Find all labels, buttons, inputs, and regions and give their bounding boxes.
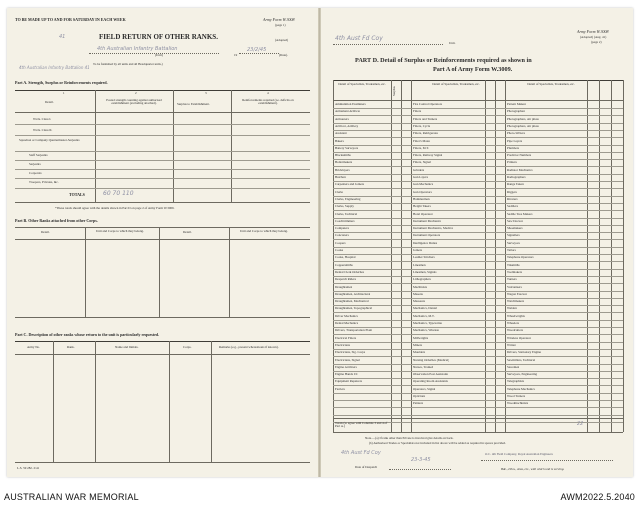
specialist-row: Opticians xyxy=(413,395,426,398)
specialist-row: Farriers xyxy=(335,387,345,391)
specialist-row: Riveters xyxy=(507,197,518,201)
specialist-row: Operating Room Assistants xyxy=(413,380,448,384)
specialist-row: Photographers, Air photo xyxy=(507,124,540,128)
specialist-row: Drivers, Stationary Engine xyxy=(507,351,542,355)
specialist-row: Engine Hands I/C xyxy=(335,373,358,377)
form-page-right: (page 2) xyxy=(591,40,602,44)
part-d-subtitle: Part A of Army Form W.3009. xyxy=(433,66,513,73)
left-page: TO BE MADE UP TO AND FOR SATURDAY IN EACH WEEK Army Form W.3008 (page 1) (Adopted) 41 FIELD RETURN OF OTHER RANKS. 4th Australian Infantry Battalion (Unit) 19 (Date). 23/2/45 To be furnished by all units and all Headquarter units.) 4th Australian Infantry Battalion 41 Part A. Strength, Surplus or Reinforcements required. 1 2 3 4 Detail. Posted strength counting against authorised establishment (excluding attached). Surplus to Establishment. Reinforcements required (i.e. deficits on establishment). W.Os. Class I. W.Os. Class II. Squadron or Company Quartermaster-Serjeants Staff Serjeants Serjeants Corporals Troopers, Privates, &c. TOTALS 60 70 110 *These totals should agree with the details shown in Part D on page 2 of Army Form W.3009. Part B. Other Ranks attached from other Corps. Detail. Unit and Corps to which they belong. Detail. Unit and Corps to which they belong. Part C. Description of other ranks whose return to the unit is particularly requested. Army No. Rank. Name and Initials. Corps. Remarks (e.g., present whereabouts if known). L.S. 59 282. 2/41 xyxy=(7,8,318,477)
specialist-row: Woodcutters xyxy=(507,329,524,333)
specialist-row: Fitters and Turners xyxy=(413,117,438,121)
specialist-row: Photographers, Air photo xyxy=(507,117,540,121)
specialist-row: Saddlers xyxy=(507,205,518,209)
specialist-row: Assistant xyxy=(335,132,347,136)
specialist-row: Fitters xyxy=(413,110,422,114)
date-of-despatch: Date of Despatch xyxy=(355,465,378,469)
specialist-row: Masseurs xyxy=(413,300,426,304)
adopted-note: (Adopted) xyxy=(275,38,289,42)
specialist-row: Wheelwrights xyxy=(507,314,525,318)
specialist-row: Pattern Makers xyxy=(507,103,527,106)
note-b: (b) Authorised Trades or Specialists not included in list above will be added as required in spaces provided. xyxy=(369,441,506,445)
specialist-row: Engine Artificers xyxy=(335,365,357,369)
specialist-row: Saw Doctors xyxy=(507,219,524,223)
specialist-row: Butchers xyxy=(335,176,347,179)
specialist-row: Tinsmiths xyxy=(507,263,520,267)
specialist-row: Electricians, Signal xyxy=(335,358,360,362)
specialist-row: Mechanics, Typewriter xyxy=(413,322,443,325)
specialist-row: Millwrights xyxy=(413,336,429,340)
specialist-row: Hammermen xyxy=(413,197,430,201)
specialist-row: Draughtsmen, Architectural xyxy=(335,292,371,296)
specialist-row: Fitters, Cycle xyxy=(413,124,431,128)
specialist-row: Concreters xyxy=(335,234,349,238)
specialist-row: Lithographers xyxy=(413,278,431,282)
specialist-row: Bricklayers xyxy=(335,168,350,172)
specialist-row: Clerks, Technical xyxy=(335,212,358,216)
unit-label-right: Unit. xyxy=(449,41,456,45)
specialist-row: Fitter's Mates xyxy=(413,139,431,143)
specialist-row: Wireless Operators xyxy=(507,336,532,340)
specialist-row: Plumbers xyxy=(507,146,520,150)
form-id-right: Army Form W.3008 xyxy=(577,29,609,34)
specialist-row: Clerks, Engineering xyxy=(335,197,361,201)
specialist-row: Draughtsmen, Mechanical xyxy=(335,300,369,304)
specialist-row: Fitters, M.T. xyxy=(413,146,429,150)
right-page: 4th Aust Fd Coy Unit. Army Form W.3008 (Adopted) (Aug. 41) (page 2) PART D. Detail of Surplus or Reinforcements required as shown in Part A of Army Form W.3009. Detail of Specialists, Tradesmen, etc. Detail of Specialists, Tradesmen, etc. Detail of Specialists, Tradesmen, etc. Surplus Ammunition Examiners Armament Artificer Armourers Artificer, Artillery Assistant Bakers Battery Surveyors Blacksmiths Boilermakers Bricklayers Butchers Carpenters and Joiners Clerks Clerks, Engineering Clerks, Supply Clerks, Technical Coachtrimmers Computers Concreters Coopers Cooks Cooks, Hospital Coppersmiths Dental Clerk Orderlies Despatch Riders Draughtsmen Draughtsmen, Architectural Draughtsmen, Mechanical Draughtsmen, Topographical Driver Mechanics Dental Mechanics Drivers, Transportation Plant Electrical Fitters Electricians Electricians, Sig. Corps Electricians, Signal Engine Artificers Engine Hands I/C Equipment Repairers Farriers Fire Control Operators Fitters Fitters and Turners Fitters, Cycle Fitters, Refrigerator Fitter's Mates Fitters, M.T. Fitters, Railway Signal Fitters, Signal Grinders Gun Layers Gun Mechanics Gun Operators Hammermen Height Takers Hotel Operators Instrument Mechanics Instrument Mechanics, Medical Instrument Operators Intelligence Duties Joiners Leather Stitchers Linesmen Linesmen, Signals Lithographers Machinists Masons Masseurs Mechanics, Dental Mechanics, M.T. Mechanics, Typewriter Mechanics, Wireless Millwrights Miners Moulders Nursing Orderlies (Medical) Nurses, Trained Observation Post Assistants Operating Room Assistants Operators, Signal Opticians Painters Pattern Makers Photographers Photographers, Air photo Photographers, Air photo Photo-Writers Pipe Layers Plumbers Predictor Numbers Printers Radiator Mechanics Radiographers Range Takers Riggers Riveters Saddlers Saddle Tree Makers Saw Doctors Shoemakers Signallers Surveyors Tailors Telephone Operators Tinsmiths Toolmakers Turners Vulcanisers Wagon Erectors Watchmakers Welders Wheelwrights Wheelers Woodcutters Wireless Operators Writers Drivers, Stationary Engine Sawmillers, Technical Storemen Surveyors, Engineering Telegraphists Telephone Mechanics Wood Turners Woodmachinists Totals (to agree with Columns 3 and 4 of Part A.) 22 Note.—(a) If rank other than Private is involved give details on back. (b) Authorised Trades or Specialists not included in list above will be added as required in spaces provided. 4th Aust Fd Coy 23-3-45 Date of Despatch O.C. 4th Field Company, Royal Australian Engineers Bde., Divn., Area, etc., with which unit is serving. xyxy=(321,8,633,477)
specialist-row: Shoemakers xyxy=(507,227,523,231)
specialist-row: Watchmakers xyxy=(507,300,525,304)
specialist-row: Telegraphists xyxy=(507,380,524,384)
specialist-row: Joiners xyxy=(413,249,423,252)
handwritten-totals: 60 70 110 xyxy=(103,190,134,197)
specialist-row: Turners xyxy=(507,278,517,282)
handwritten-marks: 41 xyxy=(59,34,66,40)
specialist-row: Instrument Mechanics, Medical xyxy=(413,227,454,231)
part-a-heading: Part A. Strength, Surplus or Reinforcements required. xyxy=(15,80,108,85)
totals-note-right: Totals (to agree with Columns 3 and 4 of Part A.) xyxy=(335,421,388,429)
handwritten-date: 23/2/45 xyxy=(247,47,267,53)
top-note: TO BE MADE UP TO AND FOR SATURDAY IN EACH WEEK xyxy=(15,17,126,22)
specialist-row: Radiographers xyxy=(507,176,526,179)
specialist-row: Intelligence Duties xyxy=(413,241,438,245)
specialist-row: Gun Layers xyxy=(413,176,428,179)
specialist-row: Predictor Numbers xyxy=(507,154,532,158)
handwritten-side: 4th Australian Infantry Battalion 41 xyxy=(19,65,90,70)
specialist-row: Surveyors xyxy=(507,241,520,245)
specialist-row: Gun Operators xyxy=(413,190,432,194)
specialist-row: Dental Mechanics xyxy=(335,322,359,325)
specialist-row: Riggers xyxy=(507,190,517,194)
handwritten-total-right: 22 xyxy=(577,421,584,427)
specialist-row: Storemen xyxy=(507,365,520,369)
specialist-row: Fitters, Railway Signal xyxy=(413,154,443,158)
caption-left: AUSTRALIAN WAR MEMORIAL xyxy=(4,492,139,502)
specialist-row: Operators, Signal xyxy=(413,387,436,391)
specialist-row: Mechanics, Dental xyxy=(413,307,437,311)
specialist-row: Gun Mechanics xyxy=(413,183,434,187)
handwritten-unit: 4th Australian Infantry Battalion xyxy=(97,46,178,52)
specialist-row: Tailors xyxy=(507,249,516,252)
specialist-row: Observation Post Assistants xyxy=(413,373,449,377)
specialist-row: Fire Control Operators xyxy=(413,103,443,106)
specialist-row: Blacksmiths xyxy=(335,154,351,158)
specialist-row: Drivers, Transportation Plant xyxy=(335,329,373,333)
specialist-row: Instrument Operators xyxy=(413,234,441,238)
specialist-row: Fitters, Signal xyxy=(413,161,431,165)
specialist-row: Ammunition Examiners xyxy=(335,103,366,106)
part-d-title: PART D. Detail of Surplus or Reinforcements required as shown in xyxy=(355,57,532,64)
year-prefix: 19 xyxy=(234,53,238,57)
part-b-heading: Part B. Other Ranks attached from other Corps. xyxy=(15,218,98,223)
specialist-row: Vulcanisers xyxy=(507,285,522,289)
specialist-row: Signallers xyxy=(507,234,520,238)
specialist-row: Miners xyxy=(413,343,423,347)
specialist-row: Leather Stitchers xyxy=(413,256,435,260)
specialist-row: Wood Turners xyxy=(507,395,526,398)
col-posted: Posted strength counting against authorised establishment (excluding attached). xyxy=(106,98,162,106)
specialist-row: Surveyors, Engineering xyxy=(507,373,538,377)
specialist-row: Painters xyxy=(413,402,424,406)
totals-label: TOTALS xyxy=(69,192,85,197)
specialist-row: Hotel Operators xyxy=(413,212,434,216)
specialist-row: Fitters, Refrigerator xyxy=(413,132,439,136)
form-page: (page 1) xyxy=(275,23,286,27)
col-reinforcements: Reinforcements required (i.e. deficits on establishment). xyxy=(242,98,294,106)
specialist-row: Telephone Mechanics xyxy=(507,387,535,391)
specialist-row: Mechanics, Wireless xyxy=(413,329,440,333)
specialist-row: Welders xyxy=(507,307,518,311)
specialist-row: Electricians, Sig. Corps xyxy=(335,351,366,355)
specialist-row: Mechanics, M.T. xyxy=(413,314,435,318)
specialist-row: Writers xyxy=(507,343,517,347)
specialist-row: Computers xyxy=(335,227,349,231)
form-id: Army Form W.3008 xyxy=(263,17,295,22)
specialist-row: Pipe Layers xyxy=(507,139,523,143)
specialist-row: Armourers xyxy=(335,117,349,121)
caption-right: AWM2022.5.2040 xyxy=(560,492,635,502)
specialist-row: Linesmen xyxy=(413,263,426,267)
specialist-row: Draughtsmen xyxy=(335,285,353,289)
specialist-row: Artificer, Artillery xyxy=(335,124,359,128)
date-label: (Date). xyxy=(279,53,288,57)
specialist-row: Draughtsmen, Topographical xyxy=(335,307,373,311)
print-code: L.S. 59 282. 2/41 xyxy=(17,466,40,470)
specialist-row: Battery Surveyors xyxy=(335,146,359,150)
specialist-row: Wagon Erectors xyxy=(507,292,528,296)
col-detail: Detail. xyxy=(45,100,54,104)
specialist-row: Equipment Repairers xyxy=(335,380,362,384)
handwritten-unit-right: 4th Aust Fd Coy xyxy=(335,35,383,42)
specialist-row: Carpenters and Joiners xyxy=(335,183,365,187)
specialist-row: Photographers xyxy=(507,110,526,114)
specialist-row: Printers xyxy=(507,161,517,165)
col1-header: Detail of Specialists, Tradesmen, etc. xyxy=(338,82,386,86)
specialist-row: Electricians xyxy=(335,343,351,347)
specialist-row: Boilermakers xyxy=(335,161,353,165)
specialist-row: Cooks xyxy=(335,249,344,252)
specialist-row: Masons xyxy=(413,292,423,296)
specialist-row: Radiator Mechanics xyxy=(507,168,533,172)
specialist-row: Driver Mechanics xyxy=(335,314,358,318)
adopted-right: (Adopted) (Aug. 41) xyxy=(580,35,607,39)
specialist-row: Machinists xyxy=(413,285,427,289)
specialist-row: Electrical Fitters xyxy=(335,336,357,340)
col-surplus: Surplus to Establishment. xyxy=(177,102,210,106)
specialist-row: Cooks, Hospital xyxy=(335,256,356,260)
specialist-row: Coopers xyxy=(335,241,346,245)
specialist-row: Clerks, Supply xyxy=(335,205,354,209)
specialist-row: Height Takers xyxy=(413,205,431,209)
specialist-row: Coppersmiths xyxy=(335,263,353,267)
specialist-row: Sawmillers, Technical xyxy=(507,358,536,362)
specialist-row: Woodmachinists xyxy=(507,402,529,406)
specialist-row: Moulders xyxy=(413,351,426,355)
footer-line: Bde., Divn., Area, etc., with which unit is serving. xyxy=(501,467,565,471)
specialist-row: Clerks xyxy=(335,190,344,194)
specialist-row: Range Takers xyxy=(507,183,525,187)
specialist-row: Saddle Tree Makers xyxy=(507,212,533,216)
form-title: FIELD RETURN OF OTHER RANKS. xyxy=(99,33,218,41)
specialist-row: Telephone Operators xyxy=(507,256,534,260)
specialist-row: Toolmakers xyxy=(507,270,523,274)
specialist-row: Dental Clerk Orderlies xyxy=(335,270,365,274)
oc-signature-block: O.C. 4th Field Company, Royal Australian Engineers xyxy=(485,452,553,456)
totals-note: *These totals should agree with the details shown in Part D on page 2 of Army Form W.3009. xyxy=(55,206,175,210)
note-a: Note.—(a) If rank other than Private is involved give details on back. xyxy=(365,436,454,440)
specialist-row: Grinders xyxy=(413,168,425,172)
unit-label: (Unit) xyxy=(155,53,163,57)
col2-header: Detail of Specialists, Tradesmen, etc. xyxy=(432,82,480,86)
handwritten-despatch: 4th Aust Fd Coy xyxy=(341,450,381,456)
specialist-row: Coachtrimmers xyxy=(335,219,355,223)
document-scan xyxy=(7,8,633,477)
part-c-heading: Part C. Description of other ranks whose return to the unit is particularly requested. xyxy=(15,332,160,337)
specialist-row: Armament Artificer xyxy=(335,110,361,114)
specialist-row: Wheelers xyxy=(507,322,520,325)
handwritten-date-right: 23-3-45 xyxy=(411,457,431,463)
subtitle: To be furnished by all units and all Headquarter units.) xyxy=(93,62,163,66)
specialist-row: Linesmen, Signals xyxy=(413,270,437,274)
specialist-row: Nurses, Trained xyxy=(413,365,434,369)
specialist-row: Photo-Writers xyxy=(507,132,525,136)
specialist-row: Nursing Orderlies (Medical) xyxy=(413,358,450,362)
col3-header: Detail of Specialists, Tradesmen, etc. xyxy=(527,82,575,86)
specialist-row: Bakers xyxy=(335,139,344,143)
specialist-row: Instrument Mechanics xyxy=(413,219,442,223)
specialist-row: Despatch Riders xyxy=(335,278,356,282)
